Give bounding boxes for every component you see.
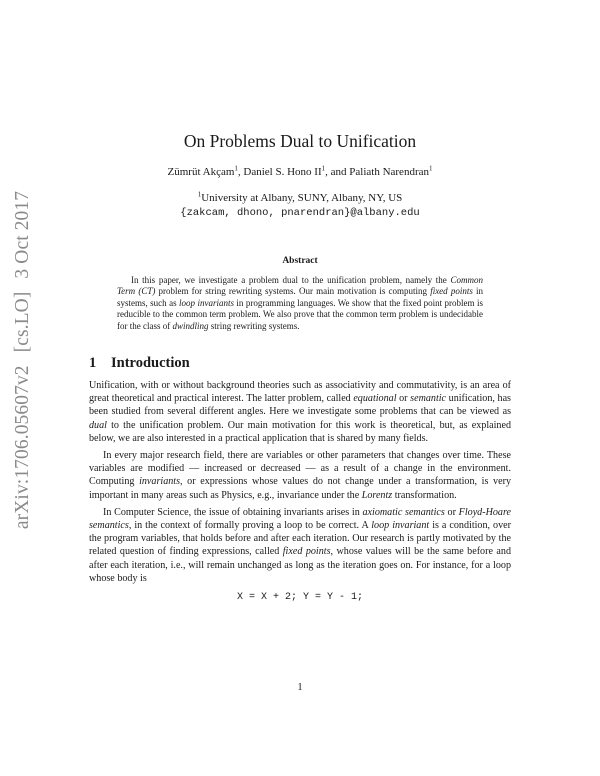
abstract-text: In this paper, we investigate a problem dual to the unification problem, namely the Common Term (CT) problem for string rewriting systems. Our main motivation is computing fixed points in systems, such as loop invariants in programming languages. We show that the fixed point problem is reducible to the common term problem. We also prove that the common term problem is undecidable for the class of dwindling string rewriting systems. bbox=[117, 275, 483, 331]
arxiv-id: arXiv:1706.05607v2 bbox=[12, 365, 33, 530]
section-heading bbox=[89, 355, 190, 372]
abstract-heading: Abstract bbox=[282, 256, 318, 266]
arxiv-stamp bbox=[12, 187, 34, 533]
paper-title: On Problems Dual to Unification bbox=[183, 131, 417, 151]
affiliation bbox=[0, 191, 600, 221]
author-list: Zümrüt Akçam$^1$, Daniel S. Hono $II^1$, and Paliath Narendran$^1$ bbox=[167, 164, 433, 178]
page-number: 1 bbox=[297, 682, 303, 693]
author-name: Zümrüt Akçam bbox=[167, 166, 235, 178]
paragraph: Unification, with or without background theories such as associativity and commutativity, is an area of great theoretical and practical interest. The latter problem, called equational or semantic unification, has been studied from several different angles. Here we investigate some problems that can be viewed as dual to the unification problem. Our main motivation for this work is theoretical, but, as explained below, we are also interested in a practical application that is shared by many fields. bbox=[89, 380, 511, 444]
arxiv-category: [cs.LO] bbox=[12, 291, 33, 353]
arxiv-sidebar bbox=[5, 180, 41, 540]
arxiv-date: 3 Oct 2017 bbox=[12, 190, 33, 279]
affiliation-marker: 1 bbox=[428, 164, 433, 173]
paragraph: In Computer Science, the issue of obtaining invariants arises in axiomatic semantics or Floyd-Hoare semantics, in the context of formally proving a loop to be correct. A loop invariant is a condition, over the program variables, that holds before and after each iteration. Our research is partly motivated by the related question of finding expressions, called fixed points, whose values will be the same before and after each iteration, i.e., will remain unchanged as long as the iteration goes on. For instance, for a loop whose body is bbox=[89, 506, 511, 584]
affiliation-line: $^1$University at Albany, SUNY, Albany, NY, US bbox=[197, 190, 403, 204]
affiliation-marker: 1 bbox=[234, 164, 238, 173]
affiliation-marker: 1 bbox=[321, 164, 326, 173]
paragraph: In every major research field, there are variables or other parameters that changes over time. These variables are modified — increased or decreased — as a result of a change in the environment. Computing invariants, or expressions whose values do not change under a transformation, is very important in many areas such as Physics, e.g., invariance under the Lorentz transformation. bbox=[89, 450, 511, 501]
author-name: Daniel S. Hono II bbox=[243, 166, 322, 178]
section-title: Introduction bbox=[111, 355, 190, 371]
author-emails: {zakcam, dhono, pnarendran}@albany.edu bbox=[180, 207, 420, 219]
body-text bbox=[89, 379, 511, 604]
section-number: 1 bbox=[89, 355, 97, 371]
code-snippet: X = X + 2; Y = Y - 1; bbox=[236, 592, 364, 604]
author-name: Paliath Narendran bbox=[349, 166, 429, 178]
